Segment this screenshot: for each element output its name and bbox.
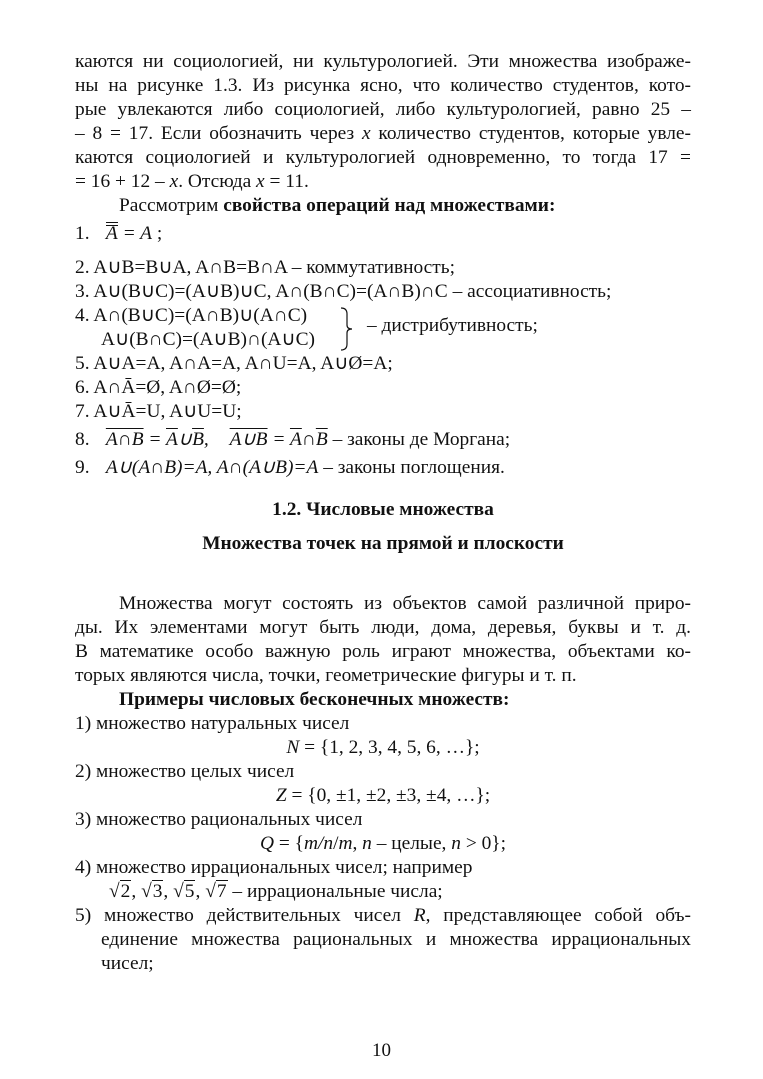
text-line: торых являются числа, точки, геометрические фигуры и т. п. xyxy=(75,665,577,686)
text-line: единение множества рациональных и множества иррациональных xyxy=(101,929,691,950)
property-8: 8. A∩B = $\overline{A}\cup\overline{B}$, A∪B = $\overline{A}\cap\overline{B}$ – законы де Моргана; xyxy=(75,429,511,450)
property-3: 3. A∪(B∪C)=(A∪B)∪C, A∩(B∩C)=(A∩B)∩C – ассоциативность; xyxy=(75,281,612,302)
page-number: 10 xyxy=(372,1040,391,1061)
property-2: 2. A∪B=B∪A, A∩B=B∩A – коммутативность; xyxy=(75,257,455,278)
section-subtitle: Множества точек на прямой и плоскости xyxy=(202,533,564,554)
property-6: 6. A∩Ā=Ø, A∩Ø=Ø; xyxy=(75,377,242,398)
property-7: 7. A∪Ā=U, A∪U=U; xyxy=(75,401,242,422)
text-line: каются социологией и культурологией одновременно, то тогда 17 = xyxy=(75,147,691,168)
page-content xyxy=(75,50,691,976)
de-morgan-formula-1: A∩B = $\overline{A}\cup\overline{B}$, xyxy=(105,429,209,450)
property-5: 5. A∪A=A, A∩A=A, A∩U=A, A∪Ø=A; xyxy=(75,353,393,374)
example-3-set: Q = {m/n/m, n – целые, n > 0}; xyxy=(260,833,506,854)
property-1: 1. A = A ; xyxy=(75,223,163,244)
example-1: 1) множество натуральных чисел xyxy=(75,713,350,734)
example-3: 3) множество рациональных чисел xyxy=(75,809,363,830)
sqrt-symbol: √2 xyxy=(109,881,131,902)
properties-heading: Рассмотрим свойства операций над множествами: xyxy=(119,195,556,216)
text-line: рые увлекаются либо социологией, либо культурологией, равно 25 – xyxy=(75,99,691,120)
text-line: ды. Их элементами могут быть люди, дома, деревья, буквы и т. д. xyxy=(75,617,691,638)
example-2: 2) множество целых чисел xyxy=(75,761,295,782)
example-1-set: N = {1, 2, 3, 4, 5, 6, …}; xyxy=(286,737,480,758)
text-line: В математике особо важную роль играют множества, объектами ко- xyxy=(75,641,691,662)
text-line: каются ни социологией, ни культурологией. Эти множества изображе- xyxy=(75,51,691,72)
text-line: ны на рисунке 1.3. Из рисунка ясно, что количество студентов, кото- xyxy=(75,75,691,96)
text-line: – 8 = 17. Если обозначить через x количество студентов, которые увле- xyxy=(75,123,691,144)
property-9: 9. A∪(A∩B)=A, A∩(A∪B)=A – законы поглощения. xyxy=(75,457,505,478)
text-line: Множества могут состоять из объектов самой различной приро- xyxy=(119,593,691,614)
examples-heading: Примеры числовых бесконечных множеств: xyxy=(119,689,510,710)
sqrt-symbol: √7 xyxy=(205,881,227,902)
de-morgan-formula-2: A∪B = $\overline{A}\cap\overline{B}$ xyxy=(229,429,328,450)
text-line: = 16 + 12 – x. Отсюда x = 11. xyxy=(75,171,309,192)
brace-icon xyxy=(339,306,355,352)
sqrt-symbol: √5 xyxy=(173,881,195,902)
example-4: 4) множество иррациональных чисел; например xyxy=(75,857,473,878)
example-4-roots: √2, √3, √5, √7 – иррациональные числа; xyxy=(109,881,443,902)
text-line: чисел; xyxy=(101,953,154,974)
section-title: 1.2. Числовые множества xyxy=(272,499,494,520)
property-4: 4. A∩(B∪C)=(A∩B)∪(A∩C) A∪(B∩C)=(A∪B)∩(A∪C) – дистрибутивность; xyxy=(75,305,538,350)
example-5: 5) множество действительных чисел R, представляющее собой объ- xyxy=(75,905,692,926)
sqrt-symbol: √3 xyxy=(141,881,163,902)
example-2-set: Z = {0, ±1, ±2, ±3, ±4, …}; xyxy=(275,785,491,806)
